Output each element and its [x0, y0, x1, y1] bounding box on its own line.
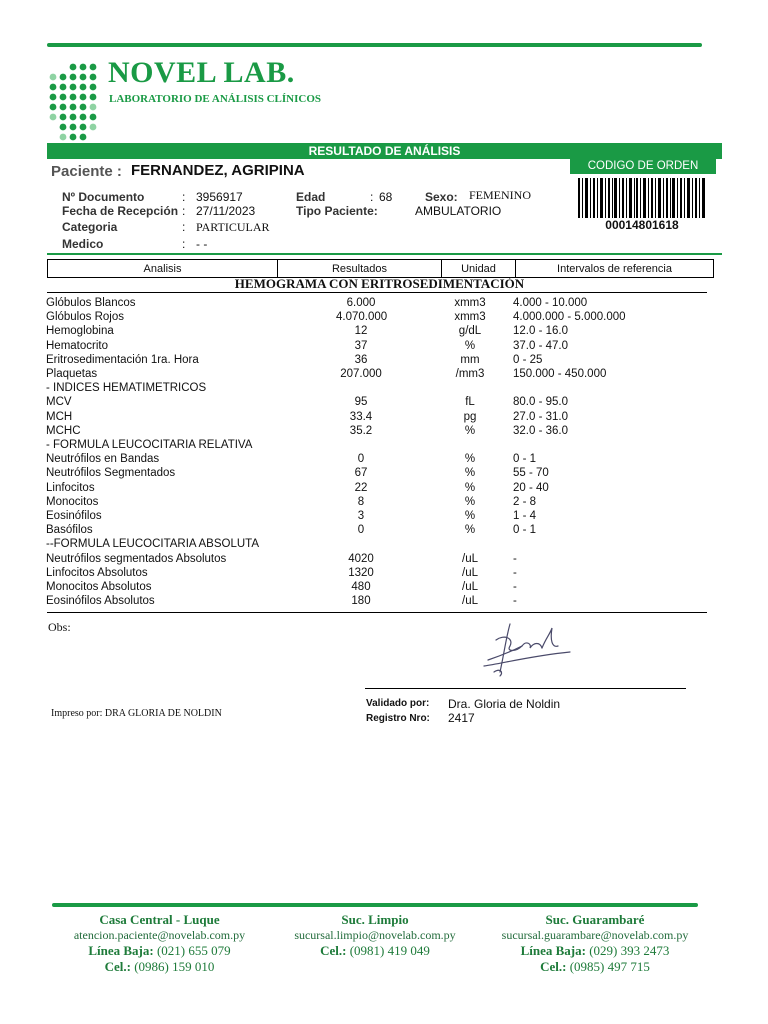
unit-value: xmm3: [454, 311, 486, 324]
age-colon: :: [370, 190, 374, 204]
analysis-name: Eosinófilos Absolutos: [46, 595, 155, 608]
header-intervalos: Intervalos de referencia: [557, 262, 672, 275]
analysis-name: Glóbulos Blancos: [46, 297, 136, 309]
age-label: Edad: [296, 190, 326, 204]
date-value: 27/11/2023: [196, 204, 256, 218]
footer-email: sucursal.guarambare@novelab.com.py: [501, 928, 689, 942]
table-row: [46, 524, 726, 538]
table-row: [46, 482, 726, 496]
footer-cel-line: [52, 959, 267, 975]
reference-range: 4.000 - 10.000: [513, 297, 588, 309]
reference-range: 2 - 8: [513, 495, 537, 508]
unit-value: mm: [460, 353, 480, 366]
unit-value: %: [464, 467, 476, 480]
analysis-name: Linfocitos Absolutos: [46, 566, 148, 579]
footer-phone-label: Línea Baja:: [520, 943, 586, 958]
result-value: 22: [354, 481, 368, 494]
footer-guarambare: [480, 912, 710, 975]
footer-limpio: [280, 912, 470, 959]
footer-email: sucursal.limpio@novelab.com.py: [294, 928, 456, 942]
analysis-name: Monocitos: [46, 495, 99, 508]
footer-title: Suc. Limpio: [341, 912, 409, 927]
reference-range: 32.0 - 36.0: [513, 424, 568, 437]
result-value: 37: [354, 339, 368, 352]
unit-value: /uL: [462, 566, 478, 579]
table-row: [46, 425, 726, 439]
unit-value: xmm3: [454, 297, 486, 309]
table-row: [46, 538, 726, 552]
obs-label: Obs:: [48, 620, 71, 634]
result-value: 207.000: [340, 368, 382, 380]
patient-type-value: AMBULATORIO: [415, 204, 502, 218]
unit-value: %: [464, 510, 476, 522]
table-row: [46, 439, 726, 453]
reference-range: 80.0 - 95.0: [513, 396, 568, 409]
reference-range: 0 - 1: [513, 524, 537, 537]
reference-range: -: [513, 581, 517, 593]
result-value: 4.070.000: [336, 311, 388, 324]
result-value: 95: [354, 396, 368, 409]
analysis-name: Monocitos Absolutos: [46, 581, 152, 593]
medico-colon: :: [182, 237, 186, 251]
table-bottom-rule: [47, 612, 707, 613]
analysis-name: MCHC: [46, 424, 81, 437]
result-value: 6.000: [346, 297, 376, 309]
unit-value: pg: [463, 410, 477, 423]
analysis-name: MCH: [46, 410, 73, 423]
footer-casa-central: [52, 912, 267, 975]
analysis-name: Neutrófilos en Bandas: [46, 453, 160, 466]
reference-range: 55 - 70: [513, 467, 549, 480]
analysis-name: --FORMULA LEUCOCITARIA ABSOLUTA: [46, 538, 260, 551]
table-row: [46, 311, 726, 325]
table-row: [46, 340, 726, 354]
order-code-title: CODIGO DE ORDEN: [570, 159, 716, 174]
analysis-name: - INDICES HEMATIMETRICOS: [46, 382, 207, 395]
medico-value: - -: [196, 237, 208, 251]
table-row: [46, 553, 726, 567]
table-row: [46, 595, 726, 609]
analysis-name: Basófilos: [46, 524, 93, 537]
table-row: [46, 581, 726, 595]
category-value: PARTICULAR: [196, 220, 270, 234]
footer-phone-line: [480, 943, 710, 959]
printed-by: Impreso por: DRA GLORIA DE NOLDIN: [51, 708, 222, 719]
reference-range: -: [513, 595, 517, 608]
analysis-name: Eosinófilos: [46, 510, 102, 522]
unit-value: %: [464, 424, 476, 437]
table-section-title: HEMOGRAMA CON ERITROSEDIMENTACIÓN: [234, 276, 525, 291]
unit-value: %: [464, 524, 476, 537]
footer-cel-value: (0986) 159 010: [134, 959, 215, 974]
validated-value: Dra. Gloria de Noldin: [448, 697, 561, 711]
footer-cel-label: Cel.:: [104, 959, 131, 974]
logo-dots-icon: [47, 62, 99, 146]
footer-cel-line: [280, 943, 470, 959]
top-rule: [47, 43, 702, 47]
result-value: 35.2: [349, 424, 373, 437]
unit-value: %: [464, 481, 476, 494]
analysis-name: Hematocrito: [46, 339, 108, 352]
section-title: RESULTADO DE ANÁLISIS: [308, 144, 461, 158]
table-row: [46, 510, 726, 524]
footer-cel-label: Cel.:: [320, 943, 347, 958]
unit-value: /uL: [462, 581, 478, 593]
reference-range: 0 - 1: [513, 453, 537, 466]
doc-label: Nº Documento: [62, 190, 145, 204]
table-row: [46, 325, 726, 339]
footer-cel-value: (0981) 419 049: [349, 943, 430, 958]
footer-cel-value: (0985) 497 715: [569, 959, 650, 974]
table-row: [46, 354, 726, 368]
reference-range: 1 - 4: [513, 510, 537, 522]
footer-email: atencion.paciente@novelab.com.py: [73, 928, 246, 942]
brand-name: NOVEL LAB.: [108, 56, 295, 89]
patient-type-label: Tipo Paciente:: [296, 204, 378, 218]
reference-range: 4.000.000 - 5.000.000: [513, 311, 626, 324]
reference-range: 12.0 - 16.0: [513, 325, 568, 338]
reference-range: -: [513, 566, 517, 579]
reference-range: -: [513, 552, 517, 565]
table-row: [46, 396, 726, 410]
sex-value: FEMENINO: [469, 188, 531, 202]
result-value: 1320: [348, 566, 374, 579]
footer-title: Casa Central - Luque: [99, 912, 220, 927]
patient-label: Paciente :: [51, 163, 122, 180]
result-value: 480: [351, 581, 371, 593]
unit-value: fL: [465, 396, 475, 409]
table-row: [46, 567, 726, 581]
reference-range: 37.0 - 47.0: [513, 339, 568, 352]
age-value: 68: [379, 190, 393, 204]
footer-phone-line: [52, 943, 267, 959]
result-value: 0: [357, 453, 365, 466]
unit-value: /uL: [462, 552, 478, 565]
result-value: 33.4: [349, 410, 373, 423]
date-label: Fecha de Recepción: [62, 204, 179, 218]
header-resultados: Resultados: [278, 260, 442, 277]
analysis-name: Plaquetas: [46, 368, 98, 380]
footer-title: Suc. Guarambaré: [545, 912, 645, 927]
table-row: [46, 453, 726, 467]
reference-range: 0 - 25: [513, 353, 543, 366]
analysis-name: MCV: [46, 396, 72, 409]
result-value: 180: [351, 595, 371, 608]
validation-rule: [365, 688, 686, 689]
doc-value: 3956917: [196, 190, 243, 204]
medico-label: Medico: [62, 237, 104, 251]
footer-phone-label: Línea Baja:: [88, 943, 154, 958]
table-section-rule: [47, 292, 707, 293]
analysis-name: Glóbulos Rojos: [46, 311, 124, 324]
reference-range: 150.000 - 450.000: [513, 368, 607, 380]
unit-value: %: [464, 495, 476, 508]
table-row: [46, 368, 726, 382]
footer-cel-line: [480, 959, 710, 975]
doc-colon: :: [182, 190, 186, 204]
registry-label: Registro Nro:: [366, 713, 430, 724]
footer-rule: [52, 903, 698, 907]
result-value: 0: [357, 524, 365, 537]
unit-value: %: [464, 339, 476, 352]
patient-name: FERNANDEZ, AGRIPINA: [131, 162, 305, 179]
barcode-icon: [578, 178, 706, 218]
table-row: [46, 297, 726, 311]
result-value: 8: [357, 495, 365, 508]
category-label: Categoria: [62, 220, 118, 234]
result-value: 12: [354, 325, 368, 338]
unit-value: %: [464, 453, 476, 466]
reference-range: 20 - 40: [513, 481, 549, 494]
table-row: [46, 411, 726, 425]
reference-range: 27.0 - 31.0: [513, 410, 568, 423]
result-value: 4020: [348, 552, 374, 565]
date-colon: :: [182, 204, 186, 218]
result-value: 36: [354, 353, 368, 366]
brand-subtitle: LABORATORIO DE ANÁLISIS CLÍNICOS: [109, 93, 322, 105]
validated-label: Validado por:: [366, 698, 430, 709]
unit-value: /mm3: [455, 368, 485, 380]
signature-image: [470, 616, 580, 680]
unit-value: /uL: [462, 595, 478, 608]
unit-value: g/dL: [458, 325, 482, 338]
analysis-name: - FORMULA LEUCOCITARIA RELATIVA: [46, 439, 253, 451]
sex-label: Sexo:: [425, 190, 458, 204]
result-value: 3: [357, 510, 365, 522]
analysis-name: Neutrófilos Segmentados: [46, 467, 176, 480]
analysis-name: Eritrosedimentación 1ra. Hora: [46, 353, 199, 366]
info-separator: [47, 253, 722, 255]
header-analisis: Analisis: [48, 260, 278, 277]
order-code: 00014801618: [605, 218, 679, 232]
analysis-name: Neutrófilos segmentados Absolutos: [46, 552, 227, 565]
category-colon: :: [182, 220, 186, 234]
result-value: 67: [354, 467, 368, 480]
registry-value: 2417: [448, 711, 475, 725]
analysis-name: Linfocitos: [46, 481, 95, 494]
footer-phone-value: (021) 655 079: [156, 943, 231, 958]
footer-phone-value: (029) 393 2473: [589, 943, 670, 958]
table-row: [46, 496, 726, 510]
table-row: [46, 382, 726, 396]
header-unidad: Unidad: [442, 260, 516, 277]
analysis-name: Hemoglobina: [46, 325, 114, 338]
footer-cel-label: Cel.:: [540, 959, 567, 974]
table-row: [46, 467, 726, 481]
